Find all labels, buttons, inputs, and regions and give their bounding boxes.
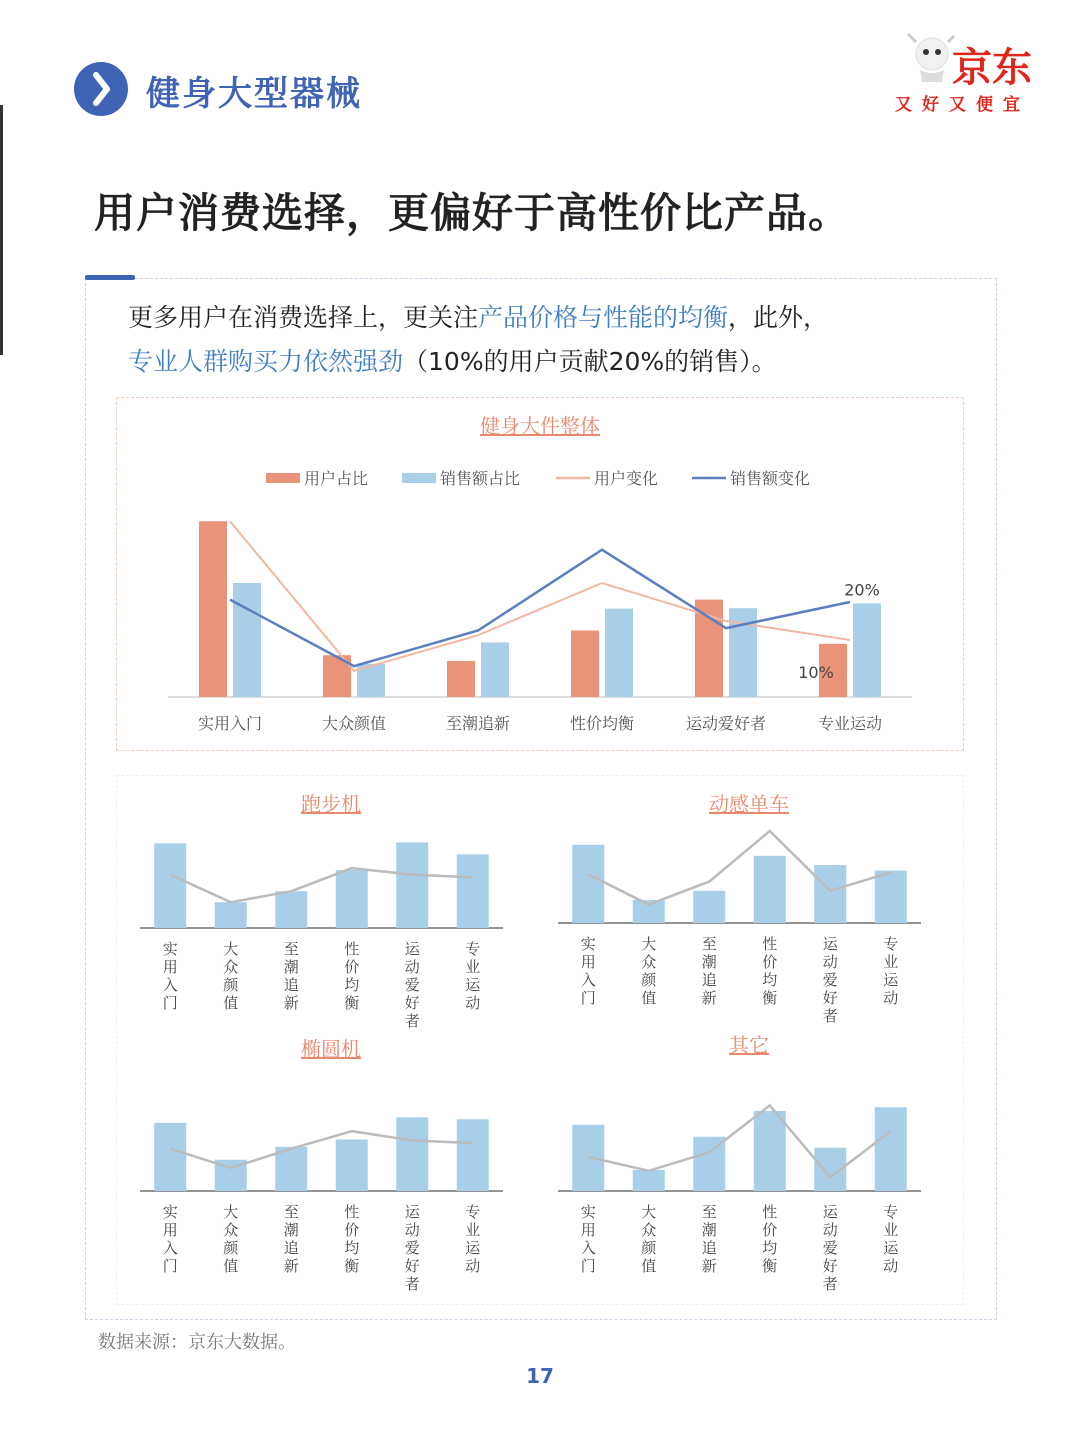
x-tick-char: 业 <box>883 1221 899 1239</box>
x-tick-char: 运 <box>465 1239 481 1257</box>
x-tick-char: 至 <box>701 935 717 953</box>
intro-highlight-2: 专业人群购买力依然强劲 <box>128 347 404 376</box>
x-tick-label: 专业运动 <box>817 714 883 733</box>
x-tick-char: 实 <box>162 1203 178 1221</box>
x-tick-char: 动 <box>822 953 838 971</box>
small-chart-spin-bike <box>553 785 933 1035</box>
x-tick-char: 者 <box>404 1275 420 1293</box>
x-tick-char: 众 <box>223 1221 239 1239</box>
x-tick-label <box>344 940 359 1012</box>
x-tick-char: 运 <box>465 976 481 994</box>
x-tick-char: 至 <box>283 1203 299 1221</box>
x-tick-char: 均 <box>344 976 360 994</box>
x-tick-char: 新 <box>701 1257 717 1275</box>
x-tick-label <box>762 1203 777 1275</box>
x-tick-char: 至 <box>701 1203 717 1221</box>
x-tick-char: 值 <box>223 1257 239 1275</box>
chart-title: 动感单车 <box>709 792 789 816</box>
x-tick-char: 动 <box>883 1257 899 1275</box>
x-tick-label <box>702 1203 717 1275</box>
x-tick-char: 颜 <box>641 971 657 989</box>
x-tick-char: 新 <box>283 994 299 1012</box>
x-tick-char: 业 <box>883 953 899 971</box>
intro-text-2: ，此外， <box>728 303 829 332</box>
x-tick-label <box>823 1203 839 1293</box>
x-tick-char: 业 <box>465 1221 481 1239</box>
x-tick-char: 用 <box>162 958 178 976</box>
x-tick-char: 好 <box>404 994 420 1012</box>
bar-sales <box>754 856 786 923</box>
x-tick-char: 爱 <box>404 1239 420 1257</box>
x-tick-char: 运 <box>883 1239 899 1257</box>
chart-title: 其它 <box>729 1033 769 1057</box>
x-tick-label <box>284 940 299 1012</box>
x-tick-label <box>405 940 421 1030</box>
x-tick-char: 好 <box>404 1257 420 1275</box>
x-tick-char: 均 <box>344 1239 360 1257</box>
x-tick-char: 性 <box>344 1203 360 1221</box>
x-tick-char: 新 <box>701 989 717 1007</box>
jd-logo-text: 京东 <box>952 45 1032 91</box>
x-tick-label: 运动爱好者 <box>685 714 767 733</box>
x-tick-char: 大 <box>641 935 657 953</box>
x-tick-char: 大 <box>223 1203 239 1221</box>
legend-swatch <box>402 473 436 483</box>
bar-sales <box>154 1123 186 1191</box>
page-headline: 用户消费选择，更偏好于高性价比产品。 <box>94 189 850 237</box>
x-tick-char: 均 <box>762 971 778 989</box>
chart-title: 跑步机 <box>301 792 361 816</box>
small-chart-treadmill <box>135 785 515 1035</box>
bar-sales-share <box>853 603 881 697</box>
x-tick-char: 用 <box>580 953 596 971</box>
bar-user-share <box>571 631 599 698</box>
x-tick-label <box>163 1203 178 1275</box>
x-tick-label <box>465 940 481 1012</box>
bar-sales <box>875 1107 907 1191</box>
x-tick-label <box>284 1203 299 1275</box>
x-tick-label <box>762 935 777 1007</box>
page-number: 17 <box>526 1364 554 1388</box>
left-edge-rule <box>0 105 3 355</box>
intro-paragraph <box>128 296 968 384</box>
intro-text-1: 更多用户在消费选择上，更关注 <box>128 303 479 332</box>
bar-sales <box>693 891 725 923</box>
x-tick-label <box>581 1203 596 1275</box>
panel-tab-accent <box>85 275 135 280</box>
x-tick-char: 衡 <box>762 989 778 1007</box>
x-tick-char: 大 <box>223 940 239 958</box>
x-tick-char: 入 <box>162 976 178 994</box>
x-tick-label <box>163 940 178 1012</box>
x-tick-char: 者 <box>822 1007 838 1025</box>
x-tick-char: 爱 <box>822 971 838 989</box>
small-chart-other <box>553 1030 933 1300</box>
x-tick-label: 实用入门 <box>197 714 263 733</box>
x-tick-char: 入 <box>162 1239 178 1257</box>
x-tick-char: 入 <box>580 971 596 989</box>
x-tick-label <box>405 1203 421 1293</box>
x-tick-char: 衡 <box>762 1257 778 1275</box>
x-tick-label <box>344 1203 359 1275</box>
bar-sales <box>396 1117 428 1191</box>
main-chart <box>116 397 964 751</box>
x-tick-char: 门 <box>162 1257 178 1275</box>
x-tick-char: 实 <box>162 940 178 958</box>
x-tick-char: 好 <box>822 1257 838 1275</box>
x-tick-char: 动 <box>404 958 420 976</box>
x-tick-char: 门 <box>580 1257 596 1275</box>
x-tick-char: 动 <box>883 989 899 1007</box>
intro-highlight-1: 产品价格与性能的均衡 <box>478 303 729 332</box>
x-tick-char: 动 <box>465 994 481 1012</box>
bar-sales <box>215 902 247 928</box>
x-tick-char: 众 <box>641 953 657 971</box>
bar-sales <box>572 845 604 923</box>
x-tick-char: 业 <box>465 958 481 976</box>
bar-sales <box>754 1111 786 1191</box>
x-tick-label <box>641 1203 657 1275</box>
legend-label: 销售额占比 <box>440 469 521 488</box>
chart-title: 健身大件整体 <box>480 414 600 438</box>
bar-sales <box>336 870 368 928</box>
x-tick-char: 运 <box>404 940 420 958</box>
x-tick-label <box>883 1203 899 1275</box>
legend-swatch <box>266 473 300 483</box>
x-tick-char: 颜 <box>223 1239 239 1257</box>
x-tick-char: 性 <box>762 1203 778 1221</box>
x-tick-char: 潮 <box>283 958 299 976</box>
x-tick-char: 爱 <box>404 976 420 994</box>
x-tick-char: 专 <box>883 935 899 953</box>
x-tick-char: 潮 <box>701 953 717 971</box>
x-tick-char: 潮 <box>283 1221 299 1239</box>
small-chart-elliptical <box>135 1030 515 1300</box>
x-tick-char: 入 <box>580 1239 596 1257</box>
x-tick-char: 新 <box>283 1257 299 1275</box>
x-tick-char: 用 <box>162 1221 178 1239</box>
x-tick-char: 衡 <box>344 1257 360 1275</box>
bar-sales <box>457 1119 489 1191</box>
chevron-right-icon <box>74 62 128 116</box>
x-tick-char: 者 <box>822 1275 838 1293</box>
legend-label: 销售额变化 <box>730 469 811 488</box>
bar-sales <box>154 843 186 928</box>
x-tick-label <box>641 935 657 1007</box>
bar-sales-share <box>233 583 261 697</box>
x-tick-char: 者 <box>404 1012 420 1030</box>
x-tick-char: 专 <box>465 940 481 958</box>
x-tick-char: 运 <box>822 935 838 953</box>
x-tick-label <box>581 935 596 1007</box>
x-tick-char: 颜 <box>223 976 239 994</box>
x-tick-char: 实 <box>580 935 596 953</box>
x-tick-char: 衡 <box>344 994 360 1012</box>
bar-user-share <box>199 521 227 697</box>
x-tick-char: 价 <box>344 1221 360 1239</box>
x-tick-char: 颜 <box>641 1239 657 1257</box>
x-tick-char: 动 <box>465 1257 481 1275</box>
bar-sales <box>457 854 489 928</box>
data-label: 10% <box>798 662 834 682</box>
x-tick-char: 潮 <box>701 1221 717 1239</box>
x-tick-char: 追 <box>283 976 299 994</box>
x-tick-label: 大众颜值 <box>321 714 387 733</box>
x-tick-char: 专 <box>883 1203 899 1221</box>
x-tick-char: 性 <box>762 935 778 953</box>
x-tick-label <box>223 1203 239 1275</box>
x-tick-char: 值 <box>641 989 657 1007</box>
x-tick-char: 门 <box>162 994 178 1012</box>
jd-logo-slogan: 又好又便宜 <box>895 95 1030 115</box>
bar-sales <box>396 842 428 928</box>
legend-label: 用户占比 <box>304 469 369 488</box>
bar-user-share <box>447 661 475 697</box>
x-tick-char: 用 <box>580 1221 596 1239</box>
legend-label: 用户变化 <box>594 469 659 488</box>
x-tick-char: 门 <box>580 989 596 1007</box>
intro-text-3: （10%的用户贡献20%的销售）。 <box>403 347 777 376</box>
x-tick-char: 追 <box>701 971 717 989</box>
x-tick-char: 运 <box>822 1203 838 1221</box>
x-tick-char: 动 <box>404 1221 420 1239</box>
x-tick-char: 至 <box>283 940 299 958</box>
bar-sales <box>275 891 307 928</box>
x-tick-label: 性价均衡 <box>569 714 635 733</box>
x-tick-char: 专 <box>465 1203 481 1221</box>
bar-sales <box>633 1170 665 1191</box>
x-tick-char: 价 <box>762 953 778 971</box>
x-tick-label <box>823 935 839 1025</box>
x-tick-char: 均 <box>762 1239 778 1257</box>
x-tick-char: 追 <box>283 1239 299 1257</box>
x-tick-char: 运 <box>404 1203 420 1221</box>
x-tick-char: 值 <box>641 1257 657 1275</box>
bar-sales <box>875 871 907 923</box>
x-tick-char: 运 <box>883 971 899 989</box>
x-tick-char: 价 <box>762 1221 778 1239</box>
x-tick-label <box>883 935 899 1007</box>
x-tick-label: 至潮追新 <box>445 714 511 733</box>
x-tick-char: 众 <box>223 958 239 976</box>
bar-sales <box>336 1139 368 1191</box>
bar-user-share <box>695 600 723 697</box>
chart-title: 椭圆机 <box>301 1037 361 1061</box>
x-tick-label <box>223 940 239 1012</box>
x-tick-char: 动 <box>822 1221 838 1239</box>
x-tick-char: 性 <box>344 940 360 958</box>
x-tick-char: 值 <box>223 994 239 1012</box>
bar-sales-share <box>481 642 509 697</box>
x-tick-char: 实 <box>580 1203 596 1221</box>
data-source-note: 数据来源：京东大数据。 <box>98 1332 296 1353</box>
x-tick-char: 好 <box>822 989 838 1007</box>
x-tick-char: 大 <box>641 1203 657 1221</box>
x-tick-label <box>465 1203 481 1275</box>
x-tick-char: 爱 <box>822 1239 838 1257</box>
bar-sales-share <box>605 609 633 697</box>
line-change <box>588 1105 891 1177</box>
x-tick-char: 众 <box>641 1221 657 1239</box>
x-tick-char: 价 <box>344 958 360 976</box>
section-title: 健身大型器械 <box>146 74 362 114</box>
section-chevron-badge <box>74 62 128 116</box>
x-tick-char: 追 <box>701 1239 717 1257</box>
data-label: 20% <box>844 580 880 600</box>
x-tick-label <box>702 935 717 1007</box>
bar-sales <box>814 865 846 923</box>
